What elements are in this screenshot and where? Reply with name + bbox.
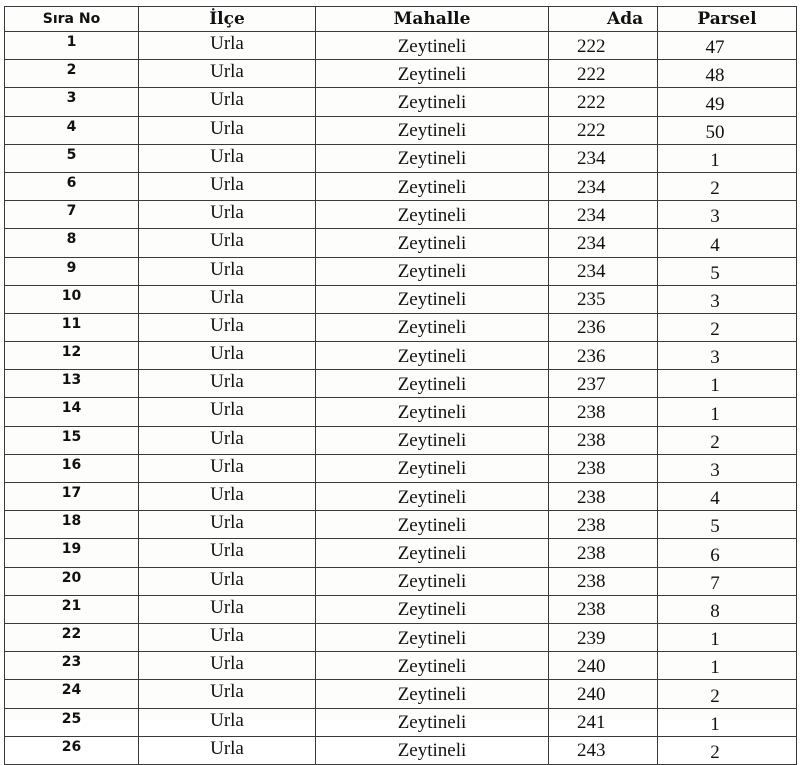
cell-mahalle: Zeytineli: [316, 313, 549, 341]
table-row: [5, 454, 797, 482]
cell-ada: 234: [549, 144, 658, 172]
cell-mahalle: Zeytineli: [316, 144, 549, 172]
cell-ada: 240: [549, 652, 658, 680]
cell-ada: 238: [549, 483, 658, 511]
cell-mahalle: Zeytineli: [316, 32, 549, 60]
cell-ilce: Urla: [139, 257, 316, 285]
cell-ilce: Urla: [139, 595, 316, 623]
cell-mahalle: Zeytineli: [316, 623, 549, 651]
header-ada: Ada: [549, 7, 658, 32]
cell-ada: 239: [549, 623, 658, 651]
cell-mahalle: Zeytineli: [316, 426, 549, 454]
scanned-document: [4, 6, 796, 763]
cell-sira-no: 24: [5, 680, 139, 708]
cell-ilce: Urla: [139, 285, 316, 313]
table-row: [5, 32, 797, 60]
table-body: [5, 32, 797, 765]
cell-sira-no: 7: [5, 201, 139, 229]
cell-mahalle: Zeytineli: [316, 595, 549, 623]
cell-parsel: 3: [658, 285, 797, 313]
cell-ilce: Urla: [139, 708, 316, 736]
cell-mahalle: Zeytineli: [316, 285, 549, 313]
cell-parsel: 6: [658, 539, 797, 567]
cell-ilce: Urla: [139, 370, 316, 398]
cell-mahalle: Zeytineli: [316, 201, 549, 229]
table-row: [5, 172, 797, 200]
cell-ilce: Urla: [139, 511, 316, 539]
parcel-table: [4, 6, 797, 765]
cell-sira-no: 13: [5, 370, 139, 398]
cell-mahalle: Zeytineli: [316, 229, 549, 257]
cell-ada: 238: [549, 567, 658, 595]
table-header: [5, 7, 797, 32]
cell-ilce: Urla: [139, 736, 316, 764]
cell-ilce: Urla: [139, 313, 316, 341]
cell-sira-no: 23: [5, 652, 139, 680]
cell-sira-no: 15: [5, 426, 139, 454]
cell-ilce: Urla: [139, 229, 316, 257]
cell-mahalle: Zeytineli: [316, 539, 549, 567]
cell-parsel: 3: [658, 342, 797, 370]
cell-ada: 234: [549, 257, 658, 285]
cell-ada: 222: [549, 32, 658, 60]
cell-sira-no: 2: [5, 60, 139, 88]
header-row: [5, 7, 797, 32]
cell-mahalle: Zeytineli: [316, 116, 549, 144]
table-row: [5, 88, 797, 116]
cell-mahalle: Zeytineli: [316, 398, 549, 426]
cell-ilce: Urla: [139, 88, 316, 116]
table-row: [5, 680, 797, 708]
cell-ilce: Urla: [139, 483, 316, 511]
cell-ada: 238: [549, 539, 658, 567]
cell-parsel: 4: [658, 229, 797, 257]
cell-ada: 238: [549, 426, 658, 454]
cell-sira-no: 17: [5, 483, 139, 511]
cell-sira-no: 3: [5, 88, 139, 116]
cell-mahalle: Zeytineli: [316, 483, 549, 511]
cell-ilce: Urla: [139, 144, 316, 172]
table-row: [5, 342, 797, 370]
table-row: [5, 708, 797, 736]
table-row: [5, 623, 797, 651]
cell-parsel: 5: [658, 511, 797, 539]
cell-ada: 238: [549, 454, 658, 482]
cell-parsel: 4: [658, 483, 797, 511]
cell-mahalle: Zeytineli: [316, 567, 549, 595]
cell-sira-no: 20: [5, 567, 139, 595]
cell-sira-no: 5: [5, 144, 139, 172]
cell-parsel: 3: [658, 201, 797, 229]
cell-mahalle: Zeytineli: [316, 708, 549, 736]
table-row: [5, 539, 797, 567]
cell-ilce: Urla: [139, 398, 316, 426]
cell-sira-no: 12: [5, 342, 139, 370]
cell-mahalle: Zeytineli: [316, 680, 549, 708]
cell-sira-no: 21: [5, 595, 139, 623]
cell-sira-no: 11: [5, 313, 139, 341]
cell-ilce: Urla: [139, 652, 316, 680]
table-row: [5, 257, 797, 285]
table-row: [5, 511, 797, 539]
cell-ilce: Urla: [139, 342, 316, 370]
cell-parsel: 2: [658, 680, 797, 708]
table-row: [5, 285, 797, 313]
cell-ada: 235: [549, 285, 658, 313]
cell-sira-no: 4: [5, 116, 139, 144]
table-row: [5, 595, 797, 623]
cell-ilce: Urla: [139, 680, 316, 708]
cell-sira-no: 8: [5, 229, 139, 257]
cell-parsel: 5: [658, 257, 797, 285]
cell-mahalle: Zeytineli: [316, 736, 549, 764]
table-row: [5, 229, 797, 257]
cell-ada: 236: [549, 313, 658, 341]
cell-mahalle: Zeytineli: [316, 511, 549, 539]
cell-sira-no: 22: [5, 623, 139, 651]
header-sira-no: Sıra No: [5, 7, 139, 32]
cell-ada: 237: [549, 370, 658, 398]
cell-sira-no: 25: [5, 708, 139, 736]
header-mahalle: Mahalle: [316, 7, 549, 32]
cell-ada: 240: [549, 680, 658, 708]
cell-sira-no: 26: [5, 736, 139, 764]
cell-ilce: Urla: [139, 454, 316, 482]
cell-parsel: 1: [658, 623, 797, 651]
cell-ada: 234: [549, 229, 658, 257]
cell-ada: 243: [549, 736, 658, 764]
cell-parsel: 2: [658, 172, 797, 200]
cell-ilce: Urla: [139, 116, 316, 144]
table-row: [5, 144, 797, 172]
cell-sira-no: 10: [5, 285, 139, 313]
cell-ilce: Urla: [139, 539, 316, 567]
cell-ada: 238: [549, 398, 658, 426]
table-row: [5, 398, 797, 426]
table-row: [5, 483, 797, 511]
cell-parsel: 2: [658, 426, 797, 454]
cell-mahalle: Zeytineli: [316, 454, 549, 482]
table-row: [5, 313, 797, 341]
cell-ada: 222: [549, 116, 658, 144]
cell-ilce: Urla: [139, 60, 316, 88]
table-row: [5, 370, 797, 398]
cell-sira-no: 18: [5, 511, 139, 539]
header-parsel: Parsel: [658, 7, 797, 32]
cell-parsel: 7: [658, 567, 797, 595]
table-row: [5, 201, 797, 229]
cell-ada: 238: [549, 511, 658, 539]
cell-parsel: 47: [658, 32, 797, 60]
table-row: [5, 116, 797, 144]
cell-parsel: 2: [658, 736, 797, 764]
cell-parsel: 1: [658, 652, 797, 680]
header-ilce: İlçe: [139, 7, 316, 32]
cell-mahalle: Zeytineli: [316, 257, 549, 285]
cell-parsel: 8: [658, 595, 797, 623]
cell-mahalle: Zeytineli: [316, 342, 549, 370]
cell-ilce: Urla: [139, 567, 316, 595]
cell-mahalle: Zeytineli: [316, 60, 549, 88]
cell-mahalle: Zeytineli: [316, 652, 549, 680]
cell-sira-no: 16: [5, 454, 139, 482]
cell-ada: 241: [549, 708, 658, 736]
cell-parsel: 50: [658, 116, 797, 144]
cell-sira-no: 1: [5, 32, 139, 60]
cell-ada: 238: [549, 595, 658, 623]
cell-sira-no: 6: [5, 172, 139, 200]
cell-parsel: 3: [658, 454, 797, 482]
table-row: [5, 426, 797, 454]
cell-ada: 234: [549, 172, 658, 200]
cell-parsel: 49: [658, 88, 797, 116]
cell-ada: 236: [549, 342, 658, 370]
table-row: [5, 567, 797, 595]
cell-ilce: Urla: [139, 623, 316, 651]
cell-ada: 222: [549, 60, 658, 88]
cell-mahalle: Zeytineli: [316, 370, 549, 398]
cell-parsel: 48: [658, 60, 797, 88]
cell-sira-no: 19: [5, 539, 139, 567]
cell-ada: 234: [549, 201, 658, 229]
cell-mahalle: Zeytineli: [316, 88, 549, 116]
cell-sira-no: 14: [5, 398, 139, 426]
cell-ilce: Urla: [139, 172, 316, 200]
table-row: [5, 652, 797, 680]
table-row: [5, 736, 797, 764]
table-row: [5, 60, 797, 88]
cell-ada: 222: [549, 88, 658, 116]
cell-ilce: Urla: [139, 426, 316, 454]
cell-mahalle: Zeytineli: [316, 172, 549, 200]
cell-parsel: 2: [658, 313, 797, 341]
cell-ilce: Urla: [139, 32, 316, 60]
cell-ilce: Urla: [139, 201, 316, 229]
cell-parsel: 1: [658, 708, 797, 736]
cell-parsel: 1: [658, 144, 797, 172]
cell-sira-no: 9: [5, 257, 139, 285]
cell-parsel: 1: [658, 370, 797, 398]
cell-parsel: 1: [658, 398, 797, 426]
